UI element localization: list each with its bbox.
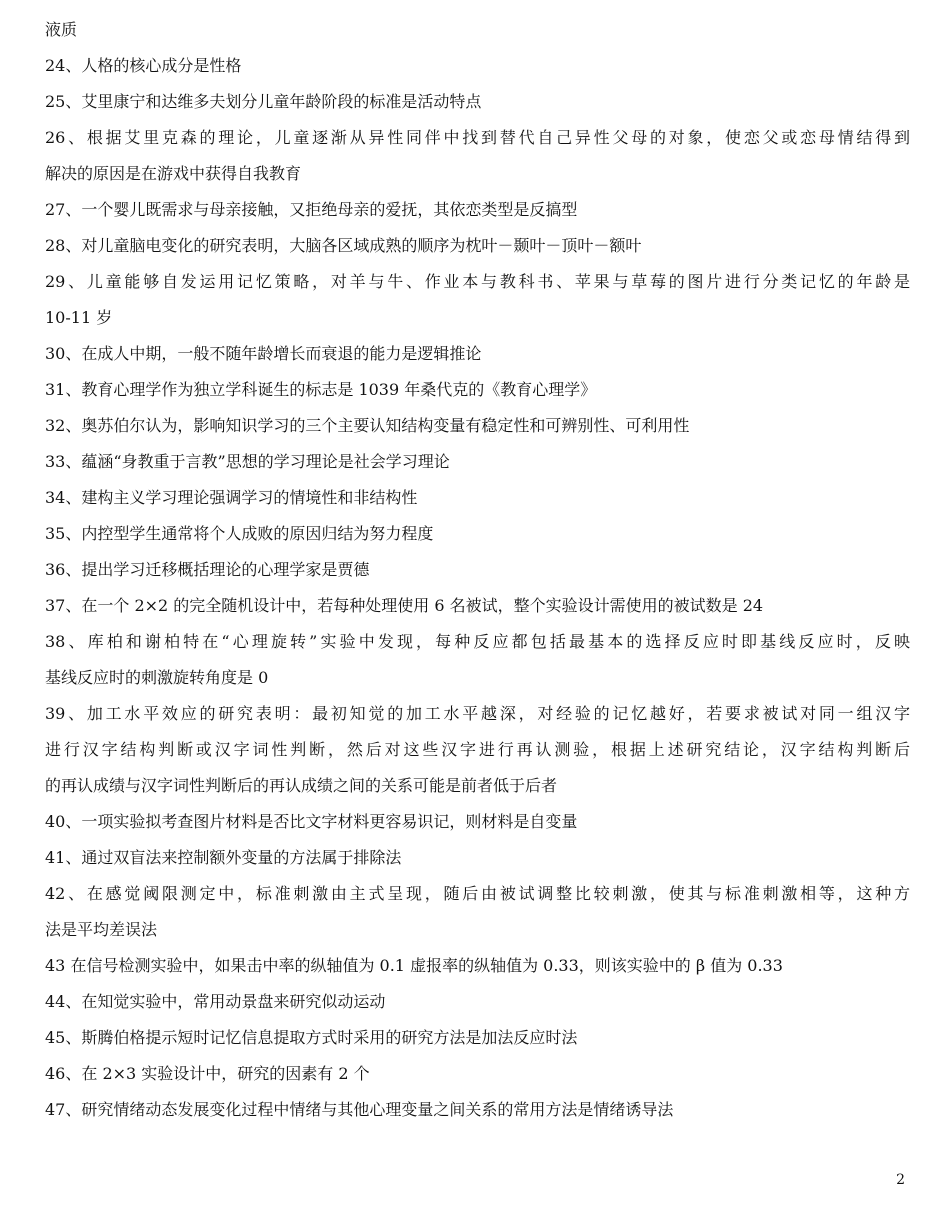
text-line: 33、蕴涵“身教重于言教”思想的学习理论是社会学习理论 — [45, 452, 450, 471]
text-line: 36、提出学习迁移概括理论的心理学家是贾德 — [45, 560, 370, 579]
text-line: 10-11 岁 — [45, 308, 113, 327]
text-line: 42、在感觉阈限测定中，标准刺激由主式呈现，随后由被试调整比较刺激，使其与标准刺激相等，这种方 — [45, 884, 910, 903]
text-line: 液质 — [45, 20, 78, 39]
text-line: 31、教育心理学作为独立学科诞生的标志是 1039 年桑代克的《教育心理学》 — [45, 380, 597, 399]
text-line: 进行汉字结构判断或汉字词性判断，然后对这些汉字进行再认测验，根据上述研究结论，汉字结构判断后 — [45, 740, 910, 759]
text-line: 37、在一个 2×2 的完全随机设计中，若每种处理使用 6 名被试，整个实验设计需使用的被试数是 24 — [45, 596, 764, 615]
text-line: 43 在信号检测实验中，如果击中率的纵轴值为 0.1 虚报率的纵轴值为 0.33，则该实验中的 β 值为 0.33 — [45, 956, 783, 975]
text-line: 解决的原因是在游戏中获得自我教育 — [45, 164, 302, 183]
document-body — [45, 12, 910, 1128]
text-line: 25、艾里康宁和达维多夫划分儿童年龄阶段的标准是活动特点 — [45, 92, 482, 111]
text-line: 47、研究情绪动态发展变化过程中情绪与其他心理变量之间关系的常用方法是情绪诱导法 — [45, 1100, 674, 1119]
text-line: 34、建构主义学习理论强调学习的情境性和非结构性 — [45, 488, 418, 507]
text-line: 法是平均差误法 — [45, 920, 158, 939]
text-line: 39、加工水平效应的研究表明：最初知觉的加工水平越深，对经验的记忆越好，若要求被试对同一组汉字 — [45, 704, 910, 723]
text-line: 45、斯腾伯格提示短时记忆信息提取方式时采用的研究方法是加法反应时法 — [45, 1028, 578, 1047]
text-line: 40、一项实验拟考查图片材料是否比文字材料更容易识记，则材料是自变量 — [45, 812, 578, 831]
text-line: 46、在 2×3 实验设计中，研究的因素有 2 个 — [45, 1064, 370, 1083]
text-line: 的再认成绩与汉字词性判断后的再认成绩之间的关系可能是前者低于后者 — [45, 776, 558, 795]
text-line: 32、奥苏伯尔认为，影响知识学习的三个主要认知结构变量有稳定性和可辨别性、可利用性 — [45, 416, 690, 435]
text-line: 44、在知觉实验中，常用动景盘来研究似动运动 — [45, 992, 386, 1011]
text-line: 基线反应时的刺激旋转角度是 0 — [45, 668, 269, 687]
text-line: 29、儿童能够自发运用记忆策略，对羊与牛、作业本与教科书、苹果与草莓的图片进行分类记忆的年龄是 — [45, 272, 910, 291]
text-line: 28、对儿童脑电变化的研究表明，大脑各区域成熟的顺序为枕叶－颞叶－顶叶－额叶 — [45, 236, 642, 255]
text-line: 27、一个婴儿既需求与母亲接触，又拒绝母亲的爱抚，其依恋类型是反搞型 — [45, 200, 578, 219]
text-line: 26、根据艾里克森的理论，儿童逐渐从异性同伴中找到替代自己异性父母的对象，使恋父或恋母情结得到 — [45, 128, 910, 147]
text-line: 24、人格的核心成分是性格 — [45, 56, 242, 75]
text-line: 30、在成人中期，一般不随年龄增长而衰退的能力是逻辑推论 — [45, 344, 482, 363]
page-number: 2 — [896, 1172, 905, 1188]
text-line: 35、内控型学生通常将个人成败的原因归结为努力程度 — [45, 524, 434, 543]
text-line: 41、通过双盲法来控制额外变量的方法属于排除法 — [45, 848, 402, 867]
text-line: 38、库柏和谢柏特在“心理旋转”实验中发现，每种反应都包括最基本的选择反应时即基线反应时，反映 — [45, 632, 910, 651]
